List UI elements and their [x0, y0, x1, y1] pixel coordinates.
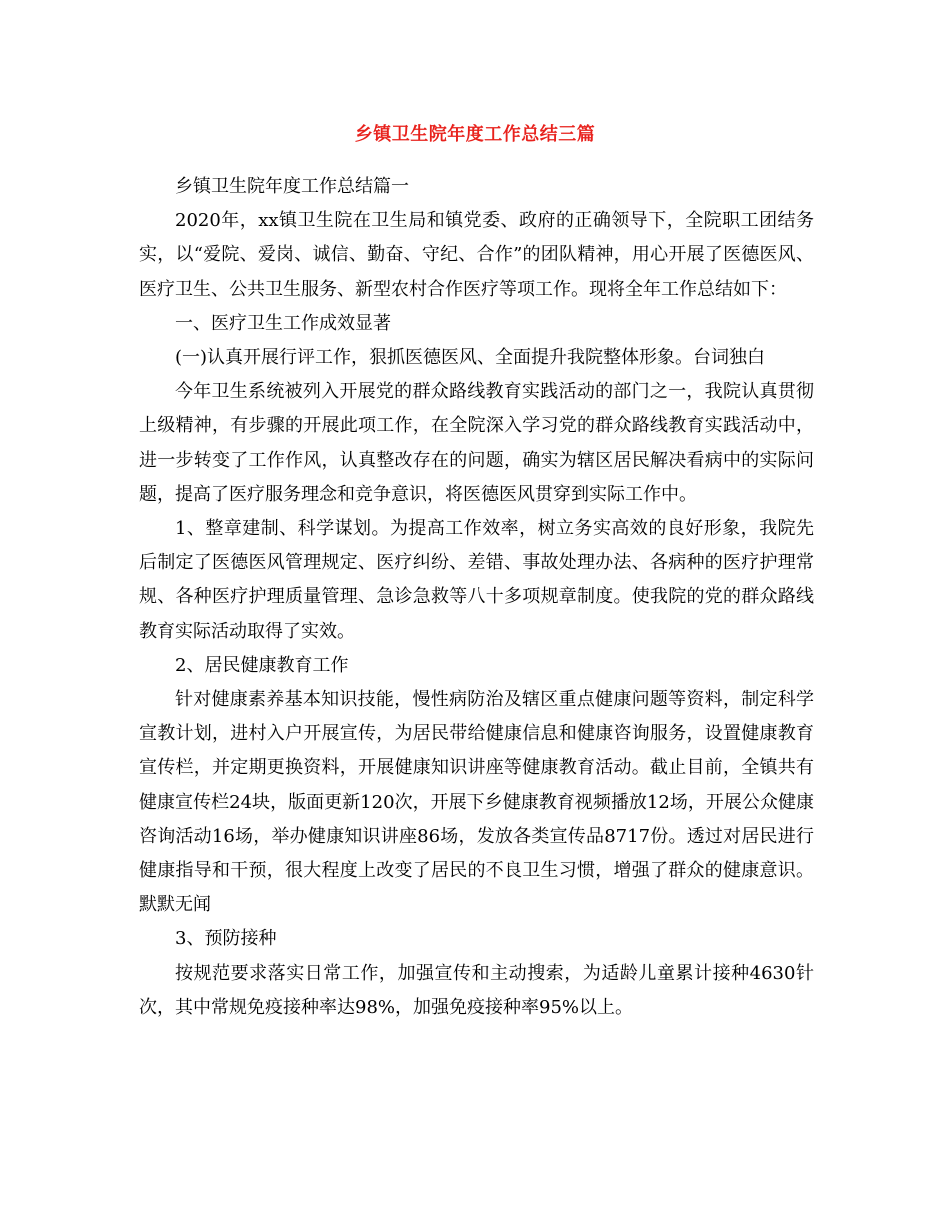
section-heading: 一、医疗卫生工作成效显著 — [175, 312, 391, 334]
body-paragraph: 2020年，xx镇卫生院在卫生局和镇党委、政府的正确领导下，全院职工团结务实，以“爱院、爱岗、诚信、勤奋、守纪、合作”的团队精神，用心开展了医德医风、医疗卫生、公共卫生服务、新型农村合作医疗等项工作。现将全年工作总结如下： — [139, 210, 814, 300]
subsection-heading: 3、预防接种 — [175, 928, 277, 950]
body-paragraph: 针对健康素养基本知识技能，慢性病防治及辖区重点健康问题等资料，制定科学宣教计划，进村入户开展宣传，为居民带给健康信息和健康咨询服务，设置健康教育宣传栏，并定期更换资料，开展健康知识讲座等健康教育活动。截止目前，全镇共有健康宣传栏24块，版面更新120次，开展下乡健康教育视频播放12场，开展公众健康咨询活动16场，举办健康知识讲座86场，发放各类宣传品8717份。透过对居民进行健康指导和干预，很大程度上改变了居民的不良卫生习惯，增强了群众的健康意识。默默无闻 — [139, 689, 814, 916]
document-body — [139, 170, 814, 1025]
section-heading: 乡镇卫生院年度工作总结篇一 — [175, 176, 409, 197]
body-paragraph: 今年卫生系统被列入开展党的群众路线教育实践活动的部门之一，我院认真贯彻上级精神，有步骤的开展此项工作，在全院深入学习党的群众路线教育实践活动中，进一步转变了工作作风，认真整改存在的问题，确实为辖区居民解决看病中的实际问题，提高了医疗服务理念和竞争意识，将医德医风贯穿到实际工作中。 — [139, 381, 814, 505]
body-paragraph: 按规范要求落实日常工作，加强宣传和主动搜索，为适龄儿童累计接种4630针次，其中常规免疫接种率达98%，加强免疫接种率95%以上。 — [139, 962, 814, 1018]
subsection-heading: (一)认真开展行评工作，狠抓医德医风、全面提升我院整体形象。台词独白 — [175, 347, 766, 369]
subsection-heading: 2、居民健康教育工作 — [175, 654, 349, 676]
body-paragraph: 1、整章建制、科学谋划。为提高工作效率，树立务实高效的良好形象，我院先后制定了医德医风管理规定、医疗纠纷、差错、事故处理办法、各病种的医疗护理常规、各种医疗护理质量管理、急诊急救等八十多项规章制度。使我院的党的群众路线教育实际活动取得了实效。 — [139, 518, 814, 642]
document-title: 乡镇卫生院年度工作总结三篇 — [354, 124, 596, 145]
